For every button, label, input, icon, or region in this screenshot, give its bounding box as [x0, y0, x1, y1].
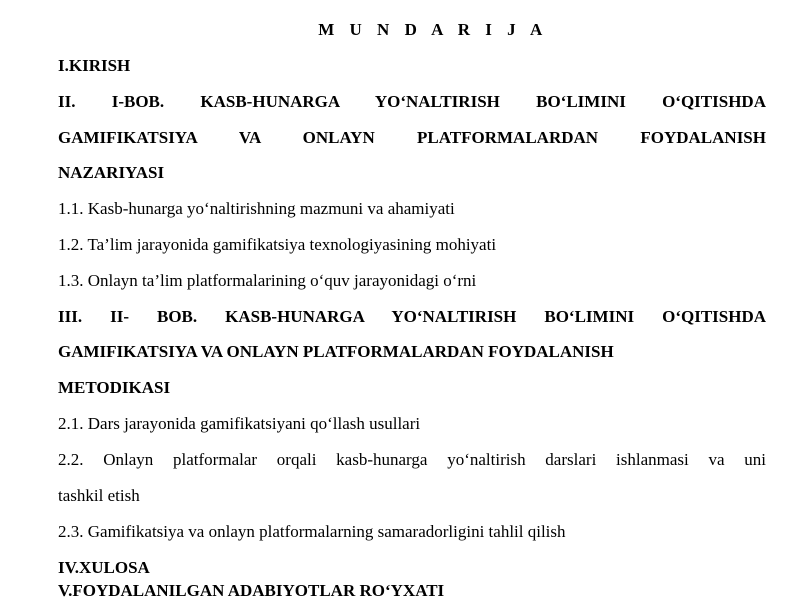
toc-item-2-2-line-2: tashkil etish — [58, 486, 140, 505]
toc-item-1-2: 1.2. Ta’lim jarayonida gamifikatsiya texnologiyasining mohiyati — [58, 235, 497, 254]
chapter-1-heading-line-3: NAZARIYASI — [58, 163, 165, 182]
toc-item-2-3: 2.3. Gamifikatsiya va onlayn platformalarning samaradorligini tahlil qilish — [58, 522, 566, 541]
toc-item-2-1: 2.1. Dars jarayonida gamifikatsiyani qo‘llash usullari — [58, 414, 421, 433]
section-xulosa: IV.XULOSA — [58, 558, 150, 577]
chapter-2-heading-line-3: METODIKASI — [58, 378, 171, 397]
toc-item-2-2-line-1: 2.2. Onlayn platformalar orqali kasb-hunarga yo‘naltirish darslari ishlanmasi va uni — [58, 450, 766, 469]
toc-item-1-1: 1.1. Kasb-hunarga yo‘naltirishning mazmuni va ahamiyati — [58, 199, 455, 218]
chapter-2-heading-line-2: GAMIFIKATSIYA VA ONLAYN PLATFORMALARDAN FOYDALANISH — [58, 342, 614, 361]
section-kirish: I.KIRISH — [58, 56, 131, 75]
chapter-1-heading-line-2: GAMIFIKATSIYA VA ONLAYN PLATFORMALARDAN FOYDALANISH — [58, 128, 766, 147]
section-references: V.FOYDALANILGAN ADABIYOTLAR RO‘YXATI — [58, 581, 445, 600]
chapter-1-heading-line-1: II. I-BOB. KASB-HUNARGA YO‘NALTIRISH BO‘LIMINI O‘QITISHDA — [58, 92, 766, 111]
page-title: M U N D A R I J A — [318, 20, 548, 39]
chapter-2-heading-line-1: III. II- BOB. KASB-HUNARGA YO‘NALTIRISH BO‘LIMINI O‘QITISHDA — [58, 307, 766, 326]
toc-item-1-3: 1.3. Onlayn ta’lim platformalarining o‘quv jarayonidagi o‘rni — [58, 271, 477, 290]
